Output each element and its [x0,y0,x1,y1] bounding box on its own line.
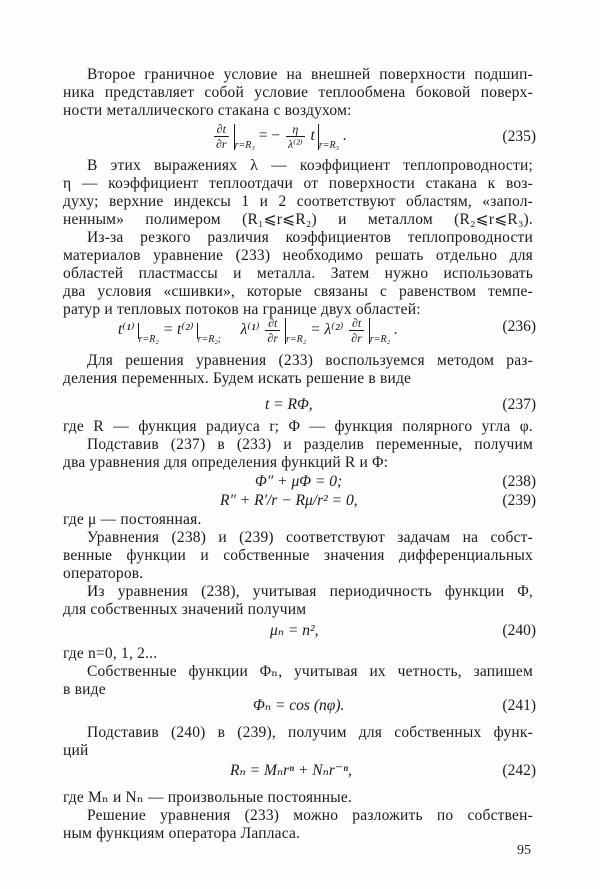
text-line: В этих выражениях λ — коэффициент теплопроводности; [87,157,533,174]
text-line: материалов уравнение (233) необходимо решать отдельно для [63,247,533,264]
text-line: ций [63,742,89,759]
text-line: где R — функция радиуса r; Φ — функция полярного угла φ. [63,418,533,435]
text-line: областей пластмассы и металла. Затем нужно использовать [63,265,533,282]
text-line: где Mₙ и Nₙ — произвольные постоянные. [63,789,352,806]
equation-235: $\frac{\partial t}{\partial r}$ $_{r=R_3}$ = − $\frac{\eta}{\text{λ⁽²⁾}}$ $t_{r=R_3}$ . [216,122,347,152]
text-line: η — коэффициент теплоотдачи от поверхности стакана к воз- [63,175,533,192]
text-line: в виде [63,681,106,698]
equation-number: (236) [502,318,536,335]
equation-number: (238) [502,473,536,490]
text-line: ненным» полимером (R₁⩽r⩽R₂) и металлом (R₂⩽r⩽R₃). [63,211,533,228]
text-line: духу; верхние индексы 1 и 2 соответствуют областям, «запол- [63,193,533,210]
text-line: ратур и тепловых потоков на границе двух областей: [63,301,421,318]
text-line: Подставив (240) в (239), получим для собственных функ- [87,724,533,741]
text-line: ности металлического стакана с воздухом: [63,102,352,119]
text-line: ника представляет собой условие теплообмена боковой поверх- [63,84,533,101]
equation-238: Φ″ + μΦ = 0; [255,473,343,490]
text-line: где μ — постоянная. [63,511,202,528]
equation-number: (237) [502,396,536,413]
text-line: Для решения уравнения (233) воспользуемся методом раз- [87,352,533,369]
text-line: Из уравнения (238), учитывая периодичность функции Φ, [87,583,533,600]
text-line: Подставив (237) в (233) и разделив переменные, получим [87,436,533,453]
text-line: два условия «сшивки», которые связаны с равенством темпе- [63,283,533,300]
equation-237: t = RΦ, [265,396,313,413]
equation-240: μₙ = n², [270,622,319,639]
text-line: операторов. [63,565,144,582]
text-line: деления переменных. Будем искать решение в виде [63,370,412,387]
equation-239: R″ + R′/r − Rμ/r² = 0, [220,492,358,509]
text-line: для собственных значений получим [63,601,307,618]
page-number: 95 [517,843,531,858]
equation-236: $t^{(1)}_{r=R_2} = t^{(2)}_{r=R_2;}$ λ⁽¹⁾ $\frac{\partial t}{\partial r}$ $_{r=R_2}$ = λ⁽²⁾ $\frac{\partial t}{\partial r}$ $_{r=R_2}$ . [118,316,398,346]
text-line: Уравнения (238) и (239) соответствуют задачам на собст- [87,529,533,546]
equation-number: (235) [502,128,536,145]
text-line: два уравнения для определения функций R и Φ: [63,454,389,471]
text-line: Из-за резкого различия коэффициентов теплопроводности [87,229,533,246]
equation-number: (241) [502,697,536,714]
text-line: где n=0, 1, 2... [63,645,158,662]
text-line: ным функциям оператора Лапласа. [63,825,301,842]
equation-241: Φₙ = cos (nφ). [253,697,345,714]
equation-number: (240) [502,622,536,639]
equation-number: (239) [502,492,536,509]
equation-number: (242) [502,762,536,779]
text-line: Решение уравнения (233) можно разложить по собствен- [87,807,533,824]
text-line: Собственные функции Φₙ, учитывая их четность, запишем [87,663,533,680]
text-line: венные функции и собственные значения дифференциальных [63,547,533,564]
text-line: Второе граничное условие на внешней поверхности подшип- [87,66,533,83]
equation-242: Rₙ = Mₙrⁿ + Nₙr⁻ⁿ, [230,762,352,779]
